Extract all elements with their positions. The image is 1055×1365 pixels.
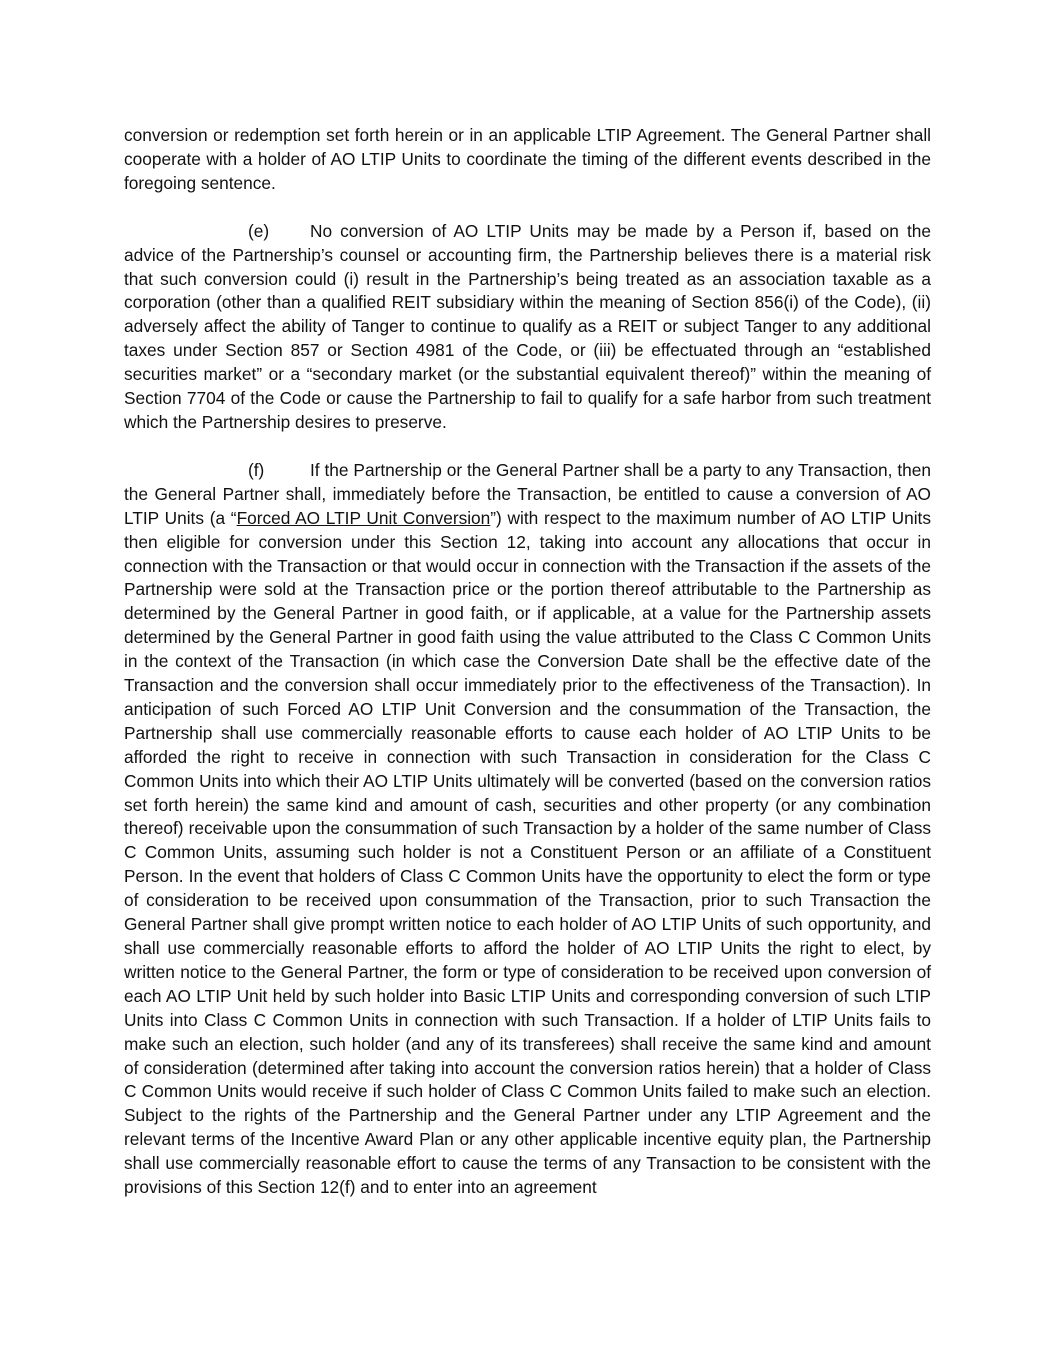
- paragraph-text: conversion or redemption set forth herein or in an applicable LTIP Agreement. The General Partner shall cooperate with a holder of AO LTIP Units to coordinate the timing of the different events described in the foregoing sentence.: [124, 125, 931, 193]
- paragraph-f: [124, 459, 931, 1200]
- paragraph-number: (f): [248, 459, 265, 480]
- paragraph-text: No conversion of AO LTIP Units may be made by a Person if, based on the advice of the Partnership’s counsel or accounting firm, the Partnership believes there is a material risk that such conversion could (i) result in the Partnership’s being treated as an association taxable as a corporation (other than a qualified REIT subsidiary within the meaning of Section 856(i) of the Code), (ii) adversely affect the ability of Tanger to continue to qualify as a REIT or subject Tanger to any additional taxes under Section 857 or Section 4981 of the Code, or (iii) be effectuated through an “established securities market” or a “secondary market (or the substantial equivalent thereof)” within the meaning of Section 7704 of the Code or cause the Partnership to fail to qualify for a safe harbor from such treatment which the Partnership desires to preserve.: [124, 220, 931, 432]
- paragraph-text-continued: ”) with respect to the maximum number of AO LTIP Units then eligible for conversion under this Section 12, taking into account any allocations that occur in connection with the Transaction or that would occur in connection with the Transaction if the assets of the Partnership were sold at the Transaction price or the portion thereof attributable to the Partnership as determined by the General Partner in good faith, or if applicable, at a value for the Partnership assets determined by the General Partner in good faith using the value attributed to the Class C Common Units in the context of the Transaction (in which case the Conversion Date shall be the effective date of the Transaction and the conversion shall occur immediately prior to the effectiveness of the Transaction). In anticipation of such Forced AO LTIP Unit Conversion and the consummation of the Transaction, the Partnership shall use commercially reasonable efforts to cause each holder of AO LTIP Units to be afforded the right to receive in connection with such Transaction in consideration for the Class C Common Units into which their AO LTIP Units ultimately will be converted (based on the conversion ratios set forth herein) the same kind and amount of cash, securities and other property (or any combination thereof) receivable upon the consummation of such Transaction by a holder of the same number of Class C Common Units, assuming such holder is not a Constituent Person or an affiliate of a Constituent Person. In the event that holders of Class C Common Units have the opportunity to elect the form or type of consideration to be received upon consummation of the Transaction, prior to such Transaction the General Partner shall give prompt written notice to each holder of AO LTIP Units of such opportunity, and shall use commercially reasonable efforts to afford the holder of AO LTIP Units the right to elect, by written notice to the General Partner, the form or type of consideration to be received upon conversion of each AO LTIP Unit held by such holder into Basic LTIP Units and corresponding conversion of such LTIP Units into Class C Common Units in connection with such Transaction. If a holder of LTIP Units fails to make such an election, such holder (and any of its transferees) shall receive the same kind and amount of consideration (determined after taking into account the conversion ratios herein) that a holder of Class C Common Units would receive if such holder of Class C Common Units failed to make such an election. Subject to the rights of the Partnership and the General Partner under any LTIP Agreement and the relevant terms of the Incentive Award Plan or any other applicable incentive equity plan, the Partnership shall use commercially reasonable effort to cause the terms of any Transaction to be consistent with the provisions of this Section 12(f) and to enter into an agreement: [124, 507, 932, 1198]
- paragraph-text: If the Partnership or the General Partner shall be a party to any Transaction, then the General Partner shall, immediately before the Transaction, be entitled to cause a conversion of AO LTIP Units (a “: [124, 459, 931, 528]
- paragraph-number: (e): [248, 220, 270, 241]
- paragraph-continuation: [124, 124, 931, 196]
- paragraph-e: [124, 220, 931, 435]
- document-page: [124, 124, 931, 1224]
- defined-term: Forced AO LTIP Unit Conversion: [236, 507, 491, 528]
